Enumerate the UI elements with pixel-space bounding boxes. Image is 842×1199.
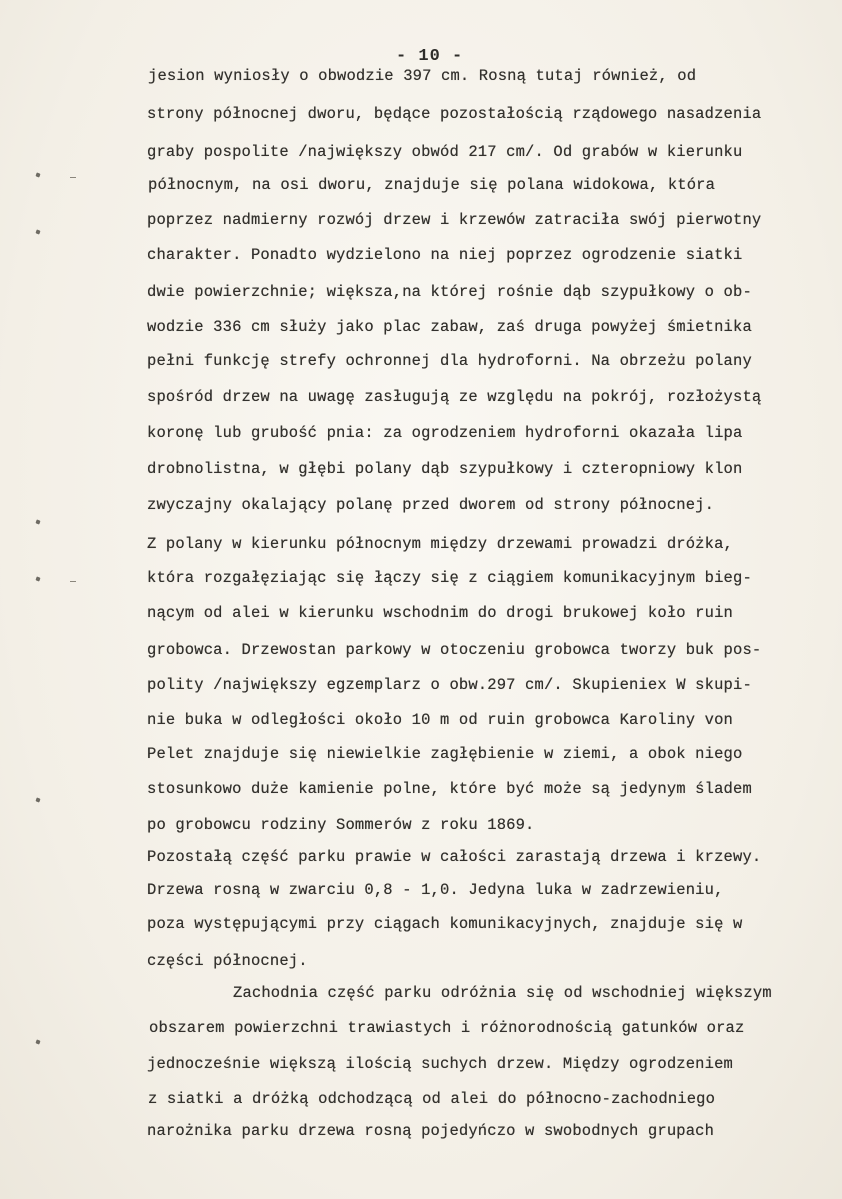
text-line: grobowca. Drzewostan parkowy w otoczeniu grobowca tworzy buk pos- xyxy=(147,641,762,659)
margin-dash xyxy=(70,177,76,178)
margin-mark xyxy=(35,1039,40,1044)
margin-mark xyxy=(35,797,40,802)
text-line: Drzewa rosną w zwarciu 0,8 - 1,0. Jedyna luka w zadrzewieniu, xyxy=(147,881,724,899)
text-line: północnym, na osi dworu, znajduje się polana widokowa, która xyxy=(148,176,716,194)
text-line: z siatki a dróżką odchodzącą od alei do północno-zachodniego xyxy=(148,1090,716,1108)
text-line: jednocześnie większą ilością suchych drzew. Między ogrodzeniem xyxy=(147,1055,733,1073)
text-line: poza występującymi przy ciągach komunikacyjnych, znajduje się w xyxy=(147,915,743,933)
margin-dash xyxy=(70,581,76,582)
margin-mark xyxy=(35,172,40,177)
margin-mark xyxy=(35,576,40,581)
text-line: narożnika parku drzewa rosną pojedyńczo w swobodnych grupach xyxy=(147,1122,715,1140)
text-line: dwie powierzchnie; większa,na której rośnie dąb szypułkowy o ob- xyxy=(147,283,752,301)
text-line: koronę lub grubość pnia: za ogrodzeniem hydroforni okazała lipa xyxy=(147,424,743,442)
text-line: stosunkowo duże kamienie polne, które być może są jedynym śladem xyxy=(147,780,752,798)
text-line: pełni funkcję strefy ochronnej dla hydroforni. Na obrzeżu polany xyxy=(147,352,752,370)
text-line: graby pospolite /największy obwód 217 cm/. Od grabów w kierunku xyxy=(147,143,743,161)
text-line: Zachodnia część parku odróżnia się od wschodniej większym xyxy=(233,984,772,1002)
text-line: obszarem powierzchni trawiastych i różnorodnością gatunków oraz xyxy=(149,1019,745,1037)
text-line: nącym od alei w kierunku wschodnim do drogi brukowej koło ruin xyxy=(147,604,733,622)
text-line: spośród drzew na uwagę zasługują ze względu na pokrój, rozłożystą xyxy=(147,388,762,406)
text-line: Pelet znajduje się niewielkie zagłębienie w ziemi, a obok niego xyxy=(147,745,743,763)
text-line: charakter. Ponadto wydzielono na niej poprzez ogrodzenie siatki xyxy=(147,246,743,264)
text-line: strony północnej dworu, będące pozostałością rządowego nasadzenia xyxy=(147,105,762,123)
text-line: po grobowcu rodziny Sommerów z roku 1869. xyxy=(147,816,535,834)
text-line: poprzez nadmierny rozwój drzew i krzewów zatraciła swój pierwotny xyxy=(147,211,762,229)
text-line: części północnej. xyxy=(147,952,308,970)
text-line: nie buka w odległości około 10 m od ruin grobowca Karoliny von xyxy=(147,711,733,729)
margin-mark xyxy=(35,229,40,234)
margin-mark xyxy=(35,519,40,524)
text-line: jesion wyniosły o obwodzie 397 cm. Rosną tutaj również, od xyxy=(148,67,697,85)
text-line: zwyczajny okalający polanę przed dworem od strony północnej. xyxy=(147,496,715,514)
page-number: - 10 - xyxy=(396,47,464,66)
text-line: Pozostałą część parku prawie w całości zarastają drzewa i krzewy. xyxy=(147,848,762,866)
text-line: która rozgałęziając się łączy się z ciągiem komunikacyjnym bieg- xyxy=(147,569,752,587)
text-line: drobnolistna, w głębi polany dąb szypułkowy i czteropniowy klon xyxy=(147,460,743,478)
text-line: wodzie 336 cm służy jako plac zabaw, zaś druga powyżej śmietnika xyxy=(147,318,752,336)
text-line: Z polany w kierunku północnym między drzewami prowadzi dróżka, xyxy=(147,535,733,553)
text-line: polity /największy egzemplarz o obw.297 cm/. Skupieniex W skupi- xyxy=(147,676,752,694)
